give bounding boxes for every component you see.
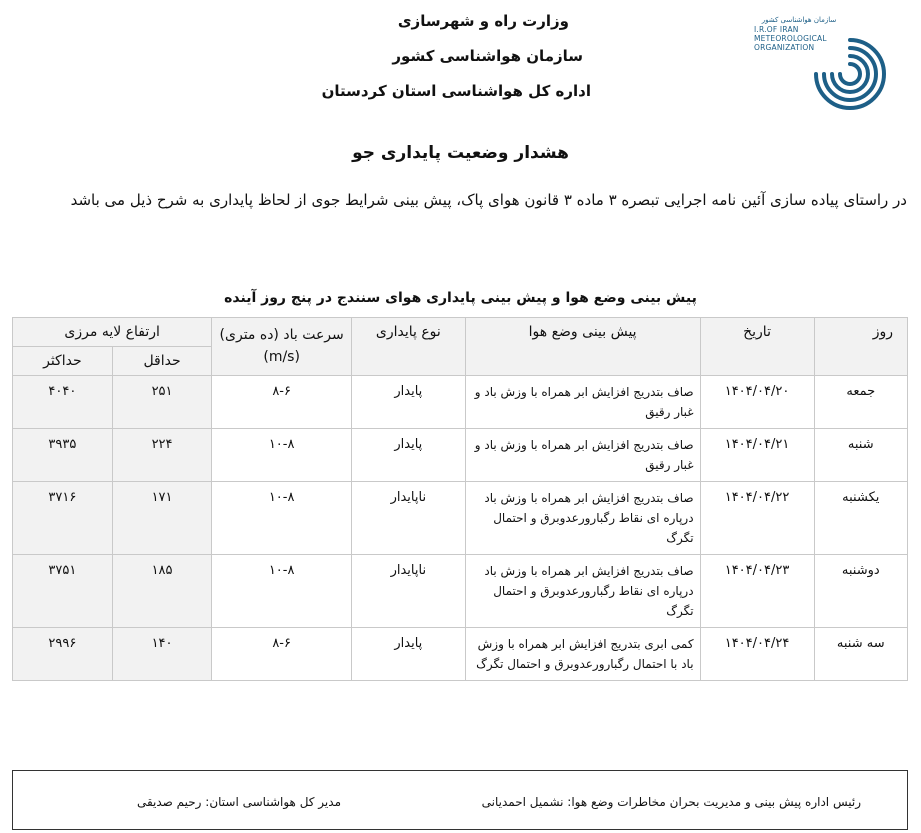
cell-mixing-min: ۲۲۴	[112, 429, 212, 482]
header-min: حداقل	[112, 347, 212, 376]
cell-forecast: صاف بتدریج افزایش ابر همراه با وزش باد و غبار رقیق	[465, 429, 700, 482]
cell-stability: پایدار	[351, 376, 465, 429]
cell-mixing-max: ۳۷۱۶	[13, 482, 113, 555]
table-row	[13, 376, 908, 429]
logo-spiral-icon	[810, 34, 890, 114]
header-wind-speed: سرعت باد (ده متری) (m/s)	[212, 318, 352, 376]
cell-date: ۱۴۰۴/۰۴/۲۴	[700, 628, 814, 681]
cell-mixing-max: ۴۰۴۰	[13, 376, 113, 429]
page-title: هشدار وضعیت پایداری جو	[352, 143, 569, 163]
cell-day: شنبه	[814, 429, 907, 482]
cell-date: ۱۴۰۴/۰۴/۲۱	[700, 429, 814, 482]
cell-stability: ناپایدار	[351, 555, 465, 628]
header-day: روز	[814, 318, 907, 376]
cell-wind-speed: ۱۰-۸	[212, 429, 352, 482]
cell-day: جمعه	[814, 376, 907, 429]
cell-mixing-min: ۱۷۱	[112, 482, 212, 555]
header-mixing-height: ارتفاع لایه مرزی	[13, 318, 212, 347]
cell-forecast: صاف بتدریج افزایش ابر همراه با وزش باد و غبار رقیق	[465, 376, 700, 429]
cell-stability: ناپایدار	[351, 482, 465, 555]
logo-text: سازمان هواشناسی کشور I.R.OF IRAN METEOROLOGICAL ORGANIZATION	[754, 16, 837, 52]
cell-day: سه شنبه	[814, 628, 907, 681]
cell-mixing-min: ۱۸۵	[112, 555, 212, 628]
header-forecast: پیش بینی وضع هوا	[465, 318, 700, 376]
cell-wind-speed: ۱۰-۸	[212, 555, 352, 628]
cell-mixing-min: ۱۴۰	[112, 628, 212, 681]
cell-date: ۱۴۰۴/۰۴/۲۲	[700, 482, 814, 555]
cell-stability: پایدار	[351, 429, 465, 482]
cell-day: دوشنبه	[814, 555, 907, 628]
table-row	[13, 628, 908, 681]
cell-forecast: کمی ابری بتدریج افزایش ابر همراه با وزش باد با احتمال رگبارورعدوبرق و احتمال تگرگ	[465, 628, 700, 681]
table-row	[13, 482, 908, 555]
cell-date: ۱۴۰۴/۰۴/۲۰	[700, 376, 814, 429]
header-date: تاریخ	[700, 318, 814, 376]
header-max: حداکثر	[13, 347, 113, 376]
cell-stability: پایدار	[351, 628, 465, 681]
cell-mixing-min: ۲۵۱	[112, 376, 212, 429]
cell-mixing-max: ۳۹۳۵	[13, 429, 113, 482]
cell-mixing-max: ۳۷۵۱	[13, 555, 113, 628]
director-signature: مدیر کل هواشناسی استان: رحیم صدیقی	[136, 795, 341, 809]
ministry-name: وزارت راه و شهرسازی	[397, 12, 569, 30]
cell-wind-speed: ۱۰-۸	[212, 482, 352, 555]
cell-forecast: صاف بتدریج افزایش ابر همراه با وزش باد درپاره ای نقاط رگبارورعدوبرق و احتمال تگرگ	[465, 555, 700, 628]
cell-date: ۱۴۰۴/۰۴/۲۳	[700, 555, 814, 628]
cell-mixing-max: ۲۹۹۶	[13, 628, 113, 681]
header-stability: نوع پایداری	[351, 318, 465, 376]
forecast-table	[12, 317, 908, 681]
cell-wind-speed: ۸-۶	[212, 628, 352, 681]
organization-name: سازمان هواشناسی کشور	[392, 47, 583, 65]
cell-forecast: صاف بتدریج افزایش ابر همراه با وزش باد درپاره ای نقاط رگبارورعدوبرق و احتمال تگرگ	[465, 482, 700, 555]
meteorological-organization-logo	[754, 16, 894, 116]
office-name: اداره کل هواشناسی استان کردستان	[321, 82, 591, 100]
intro-paragraph: در راستای پیاده سازی آئین نامه اجرایی تبصره ۳ ماده ۳ قانون هوای پاک، پیش بینی شرایط جوی از لحاظ پایداری به شرح ذیل می باشد	[70, 191, 907, 209]
signature-box	[12, 770, 908, 830]
table-row	[13, 555, 908, 628]
table-caption: پیش بینی وضع هوا و پیش بینی پایداری هوای سنندج در پنج روز آینده	[224, 290, 697, 306]
table-row	[13, 429, 908, 482]
cell-wind-speed: ۸-۶	[212, 376, 352, 429]
forecast-head-signature: رئیس اداره پیش بینی و مدیریت بحران مخاطرات وضع هوا: نشمیل احمدیانی	[481, 795, 861, 809]
cell-day: یکشنبه	[814, 482, 907, 555]
